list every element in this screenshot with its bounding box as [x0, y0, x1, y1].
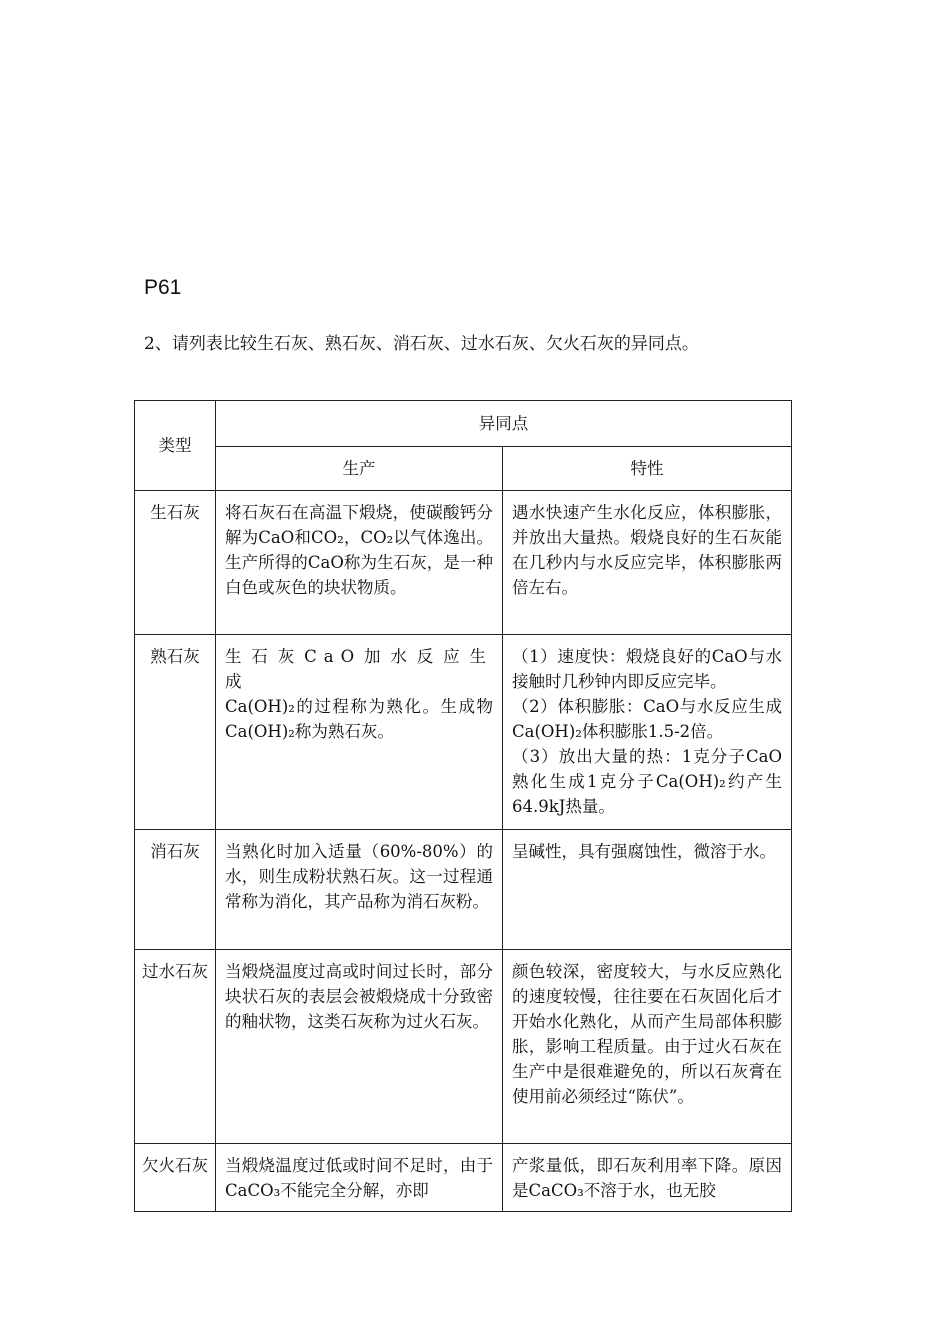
- table-row: [135, 1144, 792, 1212]
- row-production: [216, 635, 503, 830]
- row-production: 当熟化时加入适量（60%-80%）的水，则生成粉状熟石灰。这一过程通常称为消化，其产品称为消石灰粉。: [216, 830, 503, 950]
- table-row: [135, 950, 792, 1144]
- header-production: 生产: [216, 447, 503, 491]
- row-production-line: 生石灰CaO加水反应生成: [225, 647, 493, 691]
- row-type: 熟石灰: [135, 635, 216, 830]
- row-property: 产浆量低，即石灰利用率下降。原因是CaCO₃不溶于水，也无胶: [503, 1144, 792, 1212]
- table-row: [135, 830, 792, 950]
- row-type: 过水石灰: [135, 950, 216, 1144]
- row-type: 欠火石灰: [135, 1144, 216, 1212]
- table-row: [135, 491, 792, 635]
- page-label: P61: [144, 276, 182, 299]
- row-type: 生石灰: [135, 491, 216, 635]
- row-property: 呈碱性，具有强腐蚀性，微溶于水。: [503, 830, 792, 950]
- header-type: 类型: [135, 401, 216, 491]
- row-type: 消石灰: [135, 830, 216, 950]
- row-production: 将石灰石在高温下煅烧，使碳酸钙分解为CaO和CO₂，CO₂以气体逸出。生产所得的CaO称为生石灰，是一种白色或灰色的块状物质。: [216, 491, 503, 635]
- question-text: 2、请列表比较生石灰、熟石灰、消石灰、过水石灰、欠火石灰的异同点。: [144, 334, 699, 354]
- row-property: [503, 635, 792, 830]
- property-item: （2）体积膨胀：CaO与水反应生成Ca(OH)₂体积膨胀1.5-2倍。: [512, 697, 782, 741]
- table-row: [135, 635, 792, 830]
- comparison-table: [134, 400, 792, 1212]
- property-item: （1）速度快：煅烧良好的CaO与水接触时几秒钟内即反应完毕。: [512, 647, 782, 691]
- property-item: （3）放出大量的热：1克分子CaO熟化生成1克分子Ca(OH)₂约产生64.9kJ热量。: [512, 747, 782, 816]
- row-property: 遇水快速产生水化反应，体积膨胀，并放出大量热。煅烧良好的生石灰能在几秒内与水反应完毕，体积膨胀两倍左右。: [503, 491, 792, 635]
- header-group: 异同点: [216, 401, 792, 447]
- row-property: 颜色较深，密度较大，与水反应熟化的速度较慢，往往要在石灰固化后才开始水化熟化，从而产生局部体积膨胀，影响工程质量。由于过火石灰在生产中是很难避免的，所以石灰膏在使用前必须经过“陈伏”。: [503, 950, 792, 1144]
- row-production: 当煅烧温度过低或时间不足时，由于CaCO₃不能完全分解，亦即: [216, 1144, 503, 1212]
- row-production-rest: Ca(OH)₂的过程称为熟化。生成物Ca(OH)₂称为熟石灰。: [225, 697, 493, 741]
- row-production: 当煅烧温度过高或时间过长时，部分块状石灰的表层会被煅烧成十分致密的釉状物，这类石灰称为过火石灰。: [216, 950, 503, 1144]
- header-property: 特性: [503, 447, 792, 491]
